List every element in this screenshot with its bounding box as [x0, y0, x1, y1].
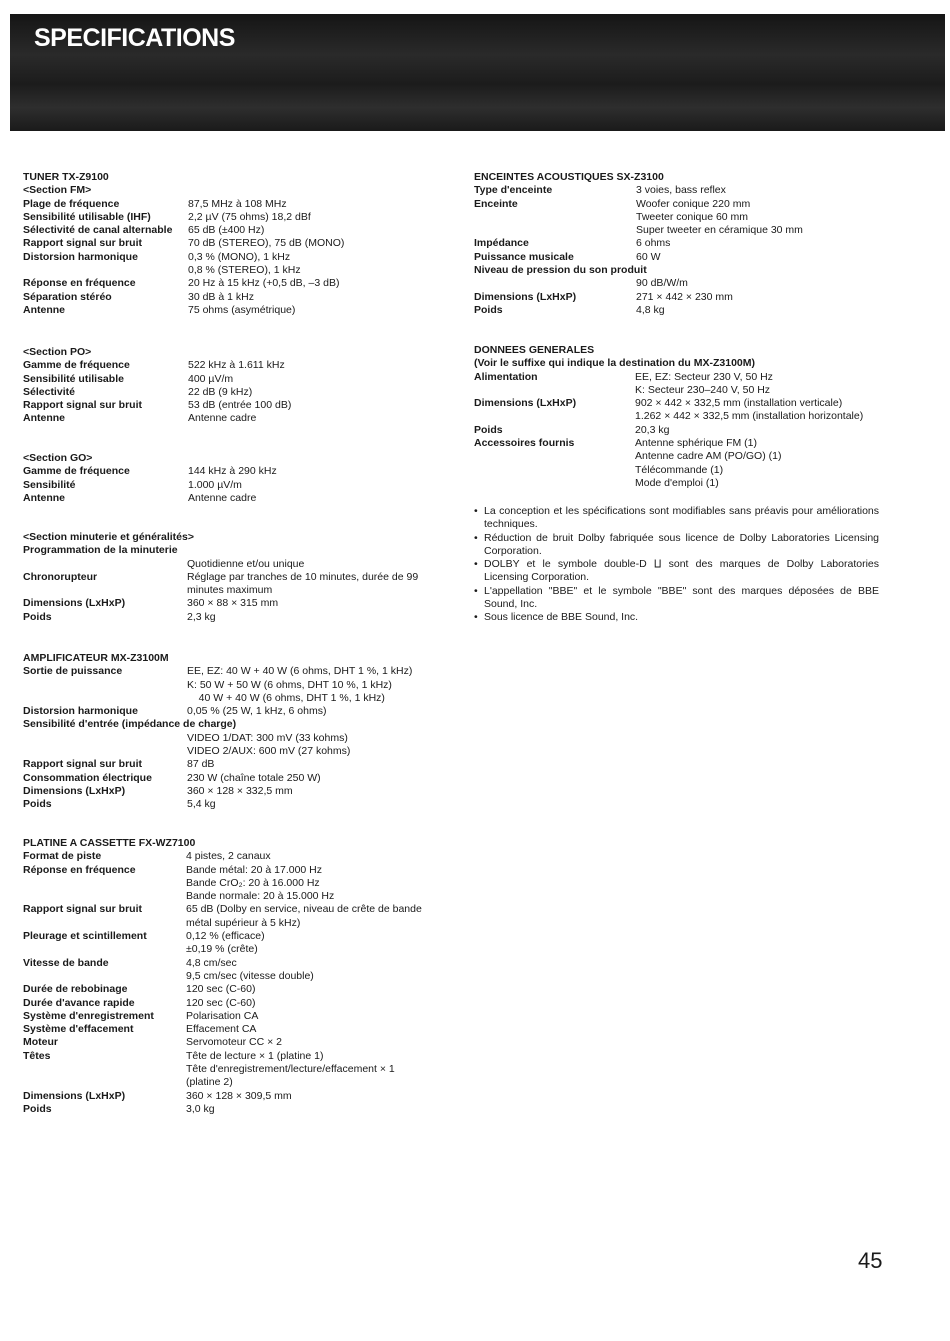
spec-value — [635, 397, 894, 424]
spec-row — [23, 1090, 443, 1103]
spec-row — [23, 211, 443, 224]
spec-row — [474, 397, 894, 424]
spec-value-line: VIDEO 2/AUX: 600 mV (27 kohms) — [187, 745, 351, 758]
spec-label: Système d'enregistrement — [23, 1009, 154, 1022]
spec-value-line: Bande normale: 20 à 15.000 Hz — [186, 890, 335, 903]
spec-value-line: 90 dB/W/m — [636, 277, 688, 290]
spec-value-line: Réglage par tranches de 10 minutes, durée de 99 minutes maximum — [187, 570, 422, 597]
spec-label: Pleurage et scintillement — [23, 930, 147, 943]
spec-row — [23, 864, 443, 904]
spec-label: Antenne — [23, 412, 65, 425]
spec-row — [23, 224, 443, 237]
tuner-title: TUNER TX-Z9100 — [23, 171, 109, 183]
spec-label: Poids — [23, 1102, 52, 1115]
spec-value — [635, 437, 894, 490]
spec-row — [23, 291, 443, 304]
spec-value — [186, 903, 431, 930]
go-heading: <Section GO> — [23, 452, 93, 464]
spec-value — [186, 983, 431, 996]
spec-label: Sélectivité de canal alternable — [23, 224, 173, 237]
spec-row — [23, 465, 443, 478]
note-item: • La conception et les spécifications sont modifiables sans préavis pour améliorations techniques. — [474, 505, 879, 532]
spec-value — [188, 386, 443, 399]
spec-label: Dimensions (LxHxP) — [474, 290, 577, 303]
spec-value — [188, 237, 443, 250]
spec-value-line: Woofer conique 220 mm — [636, 197, 751, 210]
spec-value — [187, 611, 432, 624]
spec-row — [23, 1050, 443, 1090]
spec-row — [23, 359, 443, 372]
spec-value-line: Tête d'enregistrement/lecture/effacement × 1 (platine 2) — [186, 1063, 398, 1089]
spec-value-line: 0,3 % (MONO), 1 kHz — [188, 250, 291, 263]
spec-value-line: 20,3 kg — [635, 423, 670, 436]
note-item: • Réduction de bruit Dolby fabriquée sous licence de Dolby Laboratories Licensing Corporation. — [474, 532, 879, 559]
spec-label: Rapport signal sur bruit — [23, 903, 143, 916]
spec-row — [23, 492, 443, 505]
spec-row — [23, 237, 443, 250]
spec-label: Programmation de la minuterie — [23, 544, 178, 557]
tuner-go-section — [23, 452, 443, 505]
spec-value-line: 22 dB (9 kHz) — [188, 385, 253, 398]
spec-value-line: Tweeter conique 60 mm — [636, 210, 749, 223]
spec-value-line: 70 dB (STEREO), 75 dB (MONO) — [188, 237, 345, 250]
spec-value-line: K: 50 W + 50 W (6 ohms, DHT 10 %, 1 kHz) — [187, 678, 392, 691]
spec-row — [23, 1036, 443, 1049]
note-item: • Sous licence de BBE Sound, Inc. — [474, 611, 879, 624]
spec-value — [186, 1090, 431, 1103]
spec-row — [474, 184, 894, 197]
spec-value — [188, 198, 443, 211]
spec-value — [187, 758, 443, 771]
spec-value-line: 0,8 % (STEREO), 1 kHz — [188, 264, 301, 277]
spec-value-line: 1.262 × 442 × 332,5 mm (installation horizontale) — [635, 410, 864, 423]
spec-row — [474, 437, 894, 490]
spec-row — [474, 198, 894, 238]
spec-value — [188, 251, 443, 278]
spec-value-line: Bande métal: 20 à 17.000 Hz — [186, 863, 323, 876]
spec-label: Distorsion harmonique — [23, 705, 138, 718]
spec-value — [188, 399, 443, 412]
spec-value-line: 87 dB — [187, 758, 215, 771]
spec-label: Niveau de pression du son produit — [474, 264, 647, 277]
spec-value-line: 1.000 µV/m — [188, 478, 242, 491]
spec-label: Distorsion harmonique — [23, 250, 138, 263]
spec-value-line: Bande CrO₂: 20 à 16.000 Hz — [186, 876, 320, 889]
spec-value — [187, 785, 443, 798]
spec-label: Dimensions (LxHxP) — [23, 1089, 126, 1102]
speakers-title: ENCEINTES ACOUSTIQUES SX-Z3100 — [474, 171, 664, 183]
spec-label — [23, 558, 187, 571]
spec-row — [23, 732, 443, 759]
spec-value-line: 65 dB (Dolby en service, niveau de crête de bande métal supérieur à 5 kHz) — [186, 903, 425, 929]
spec-label: Sensibilité utilisable — [23, 372, 124, 385]
spec-value-line: 30 dB à 1 kHz — [188, 290, 254, 303]
spec-row — [474, 237, 894, 250]
spec-value — [187, 571, 432, 598]
tuner-fm-section — [23, 171, 443, 317]
spec-value — [186, 864, 431, 904]
spec-value — [636, 198, 894, 238]
spec-row — [23, 930, 443, 957]
spec-label: Rapport signal sur bruit — [23, 399, 143, 412]
spec-label: Poids — [23, 610, 52, 623]
spec-value — [636, 251, 894, 264]
spec-label: Système d'effacement — [23, 1023, 134, 1036]
spec-value-line: 5,4 kg — [187, 798, 216, 811]
spec-value-line: 144 kHz à 290 kHz — [188, 465, 277, 478]
spec-label: Consommation électrique — [23, 771, 152, 784]
spec-value-line: 120 sec (C-60) — [186, 983, 256, 996]
header-banner — [10, 14, 945, 131]
cassette-title: PLATINE A CASSETTE FX-WZ7100 — [23, 837, 196, 849]
spec-value-line: Polarisation CA — [186, 1009, 259, 1022]
spec-label: Impédance — [474, 237, 529, 250]
spec-value — [188, 492, 443, 505]
spec-label: Moteur — [23, 1036, 58, 1049]
spec-value — [186, 1103, 431, 1116]
spec-row — [23, 758, 443, 771]
spec-value — [636, 291, 894, 304]
spec-row — [23, 558, 443, 571]
spec-value-line: 271 × 442 × 230 mm — [636, 290, 733, 303]
spec-value-line: 522 kHz à 1.611 kHz — [188, 359, 285, 372]
spec-value — [636, 237, 894, 250]
spec-label: Réponse en fréquence — [23, 863, 136, 876]
spec-label: Séparation stéréo — [23, 290, 112, 303]
spec-value-line: Super tweeter en céramique 30 mm — [636, 224, 803, 237]
spec-value — [188, 373, 443, 386]
spec-label: Gamme de fréquence — [23, 359, 130, 372]
spec-row — [474, 371, 894, 398]
spec-value-line: ±0,19 % (crête) — [186, 943, 258, 956]
spec-row — [474, 291, 894, 304]
spec-value — [186, 1023, 431, 1036]
spec-label: Durée de rebobinage — [23, 983, 128, 996]
spec-row — [23, 611, 443, 624]
spec-row — [23, 1103, 443, 1116]
spec-value — [187, 705, 443, 718]
cassette-section — [23, 837, 443, 1116]
spec-value-line: Antenne cadre AM (PO/GO) (1) — [635, 450, 782, 463]
spec-value-line: Télécommande (1) — [635, 463, 724, 476]
spec-row — [23, 386, 443, 399]
spec-value-line: 53 dB (entrée 100 dB) — [188, 399, 292, 412]
spec-value-line: 3 voies, bass reflex — [636, 184, 726, 197]
spec-label: Réponse en fréquence — [23, 277, 136, 290]
spec-value — [186, 850, 431, 863]
spec-value — [188, 211, 443, 224]
spec-value-line: 360 × 88 × 315 mm — [187, 597, 279, 610]
spec-label: Sensibilité — [23, 478, 76, 491]
spec-label: Sélectivité — [23, 385, 75, 398]
spec-row — [23, 850, 443, 863]
spec-row — [23, 785, 443, 798]
spec-value-line: 0,05 % (25 W, 1 kHz, 6 ohms) — [187, 705, 327, 718]
general-subtitle: (Voir le suffixe qui indique la destination du MX-Z3100M) — [474, 357, 755, 370]
spec-row — [23, 373, 443, 386]
spec-label: Poids — [474, 303, 503, 316]
spec-row — [23, 412, 443, 425]
spec-value-line: 65 dB (±400 Hz) — [188, 224, 265, 237]
spec-label: Chronorupteur — [23, 570, 98, 583]
spec-row — [474, 277, 894, 290]
spec-label — [474, 277, 636, 290]
spec-label: Gamme de fréquence — [23, 465, 130, 478]
spec-value — [187, 597, 432, 610]
spec-value — [188, 465, 443, 478]
spec-value-line: 360 × 128 × 309,5 mm — [186, 1089, 292, 1102]
spec-value — [635, 424, 894, 437]
spec-label: Poids — [474, 423, 503, 436]
spec-value-line: Effacement CA — [186, 1023, 257, 1036]
spec-row — [23, 1010, 443, 1023]
spec-value-line: 4,8 cm/sec — [186, 956, 237, 969]
spec-label: Puissance musicale — [474, 250, 574, 263]
spec-value-line: 20 Hz à 15 kHz (+0,5 dB, –3 dB) — [188, 277, 340, 290]
spec-value — [188, 304, 443, 317]
spec-row — [23, 957, 443, 984]
spec-row — [23, 251, 443, 278]
spec-value-line: Quotidienne et/ou unique — [187, 557, 305, 570]
spec-label: Poids — [23, 798, 52, 811]
spec-label: Sensibilité utilisable (IHF) — [23, 210, 151, 223]
spec-value-line: 360 × 128 × 332,5 mm — [187, 784, 293, 797]
spec-value — [636, 304, 894, 317]
spec-label: Plage de fréquence — [23, 197, 120, 210]
spec-label: Antenne — [23, 491, 65, 504]
spec-value-line: Tête de lecture × 1 (platine 1) — [186, 1049, 324, 1062]
spec-label: Alimentation — [474, 370, 538, 383]
spec-value — [188, 412, 443, 425]
spec-value — [186, 1036, 431, 1049]
spec-row — [23, 597, 443, 610]
spec-value-line: VIDEO 1/DAT: 300 mV (33 kohms) — [187, 731, 348, 744]
tuner-po-section — [23, 346, 443, 426]
spec-label: Sortie de puissance — [23, 665, 123, 678]
notes-list — [474, 505, 879, 625]
spec-row — [474, 251, 894, 264]
spec-row — [23, 772, 443, 785]
spec-value-line: Servomoteur CC × 2 — [186, 1036, 282, 1049]
spec-row — [23, 903, 443, 930]
spec-value-line: 4,8 kg — [636, 303, 665, 316]
spec-value — [636, 184, 894, 197]
timer-section — [23, 531, 443, 624]
spec-label: Enceinte — [474, 197, 518, 210]
spec-value — [188, 224, 443, 237]
spec-label: Rapport signal sur bruit — [23, 237, 143, 250]
spec-row — [23, 798, 443, 811]
spec-value — [188, 277, 443, 290]
spec-value-line: 2,3 kg — [187, 610, 216, 623]
speakers-section — [474, 171, 894, 317]
spec-value — [188, 359, 443, 372]
spec-value-line: 60 W — [636, 250, 661, 263]
spec-value-line: EE, EZ: Secteur 230 V, 50 Hz — [635, 370, 773, 383]
spec-label: Type d'enceinte — [474, 184, 553, 197]
spec-value-line: Antenne cadre — [188, 412, 257, 425]
spec-value-line: EE, EZ: 40 W + 40 W (6 ohms, DHT 1 %, 1 kHz) — [187, 665, 413, 678]
spec-label: Format de piste — [23, 850, 102, 863]
spec-value — [636, 277, 894, 290]
spec-value-line: 400 µV/m — [188, 372, 234, 385]
spec-label: Dimensions (LxHxP) — [23, 597, 126, 610]
spec-label: Rapport signal sur bruit — [23, 758, 143, 771]
spec-value — [186, 997, 431, 1010]
spec-row — [23, 198, 443, 211]
spec-value — [187, 732, 443, 759]
spec-value — [186, 1050, 431, 1090]
spec-value — [188, 291, 443, 304]
spec-value — [187, 798, 443, 811]
spec-label: Dimensions (LxHxP) — [23, 784, 126, 797]
spec-value — [186, 957, 431, 984]
spec-value — [187, 772, 443, 785]
spec-value-line: 230 W (chaîne totale 250 W) — [187, 771, 321, 784]
po-heading: <Section PO> — [23, 346, 92, 358]
spec-label: Antenne — [23, 303, 65, 316]
amplifier-title: AMPLIFICATEUR MX-Z3100M — [23, 652, 169, 664]
spec-value-line: Mode d'emploi (1) — [635, 476, 719, 489]
spec-value-line: K: Secteur 230–240 V, 50 Hz — [635, 383, 771, 396]
spec-row — [23, 705, 443, 718]
spec-value-line: 902 × 442 × 332,5 mm (installation verticale) — [635, 397, 843, 410]
fm-heading: <Section FM> — [23, 184, 92, 197]
spec-value — [186, 930, 431, 957]
spec-value — [188, 479, 443, 492]
general-section — [474, 344, 894, 490]
spec-value-line: 2,2 µV (75 ohms) 18,2 dBf — [188, 210, 311, 223]
spec-value-line: 0,12 % (efficace) — [186, 930, 265, 943]
spec-row — [23, 571, 443, 598]
spec-label: Sensibilité d'entrée (impédance de charge) — [23, 718, 237, 731]
spec-value — [635, 371, 894, 398]
spec-row — [474, 264, 894, 277]
spec-row — [23, 277, 443, 290]
spec-value-line: 40 W + 40 W (6 ohms, DHT 1 %, 1 kHz) — [187, 691, 385, 704]
spec-row — [23, 718, 443, 731]
spec-value-line: 3,0 kg — [186, 1102, 215, 1115]
spec-label: Durée d'avance rapide — [23, 996, 135, 1009]
page-title: SPECIFICATIONS — [34, 24, 235, 52]
spec-value-line: 9,5 cm/sec (vitesse double) — [186, 969, 314, 982]
spec-label: Vitesse de bande — [23, 956, 109, 969]
spec-value-line: 6 ohms — [636, 237, 671, 250]
note-item: • L'appellation "BBE" et le symbole "BBE" sont des marques déposées de BBE Sound, Inc. — [474, 585, 879, 612]
amplifier-section — [23, 652, 443, 812]
spec-row — [23, 1023, 443, 1036]
spec-value-line: 4 pistes, 2 canaux — [186, 850, 271, 863]
spec-value-line: Antenne sphérique FM (1) — [635, 437, 757, 450]
spec-row — [23, 997, 443, 1010]
spec-row — [23, 665, 443, 705]
spec-label: Accessoires fournis — [474, 437, 575, 450]
spec-row — [23, 983, 443, 996]
spec-label — [23, 732, 187, 759]
spec-label: Dimensions (LxHxP) — [474, 397, 577, 410]
spec-row — [23, 399, 443, 412]
spec-value — [186, 1010, 431, 1023]
spec-label: Têtes — [23, 1049, 51, 1062]
page-number: 45 — [858, 1248, 883, 1273]
spec-value-line: 120 sec (C-60) — [186, 996, 256, 1009]
spec-value-line: 75 ohms (asymétrique) — [188, 303, 296, 316]
spec-row — [474, 424, 894, 437]
spec-row — [474, 304, 894, 317]
spec-value — [187, 558, 432, 571]
spec-row — [23, 544, 443, 557]
timer-heading: <Section minuterie et généralités> — [23, 531, 194, 543]
spec-value — [187, 665, 443, 705]
spec-row — [23, 304, 443, 317]
spec-row — [23, 479, 443, 492]
spec-value-line: 87,5 MHz à 108 MHz — [188, 197, 287, 210]
note-item: • DOLBY et le symbole double-D ⨿ sont des marques de Dolby Laboratories Licensing Corporation. — [474, 558, 879, 585]
general-title: DONNEES GENERALES — [474, 344, 595, 356]
spec-value-line: Antenne cadre — [188, 491, 257, 504]
